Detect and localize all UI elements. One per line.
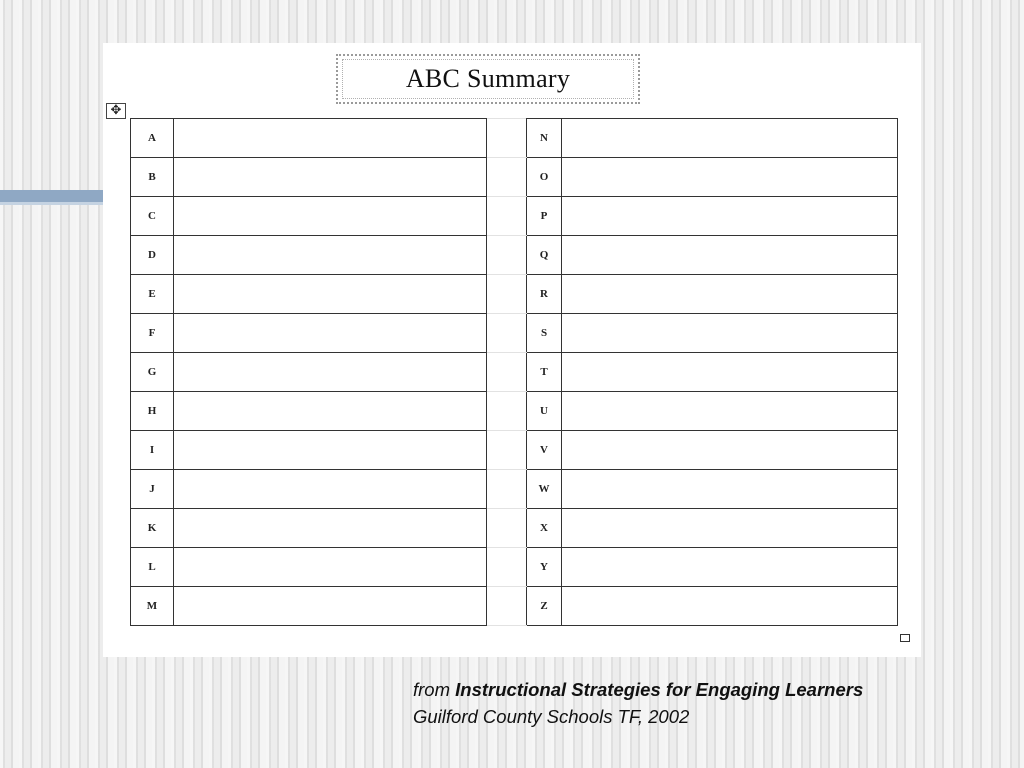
entry-cell[interactable] xyxy=(174,158,487,197)
entry-cell[interactable] xyxy=(562,197,898,236)
table-row xyxy=(131,119,898,158)
letter-cell: B xyxy=(131,158,174,197)
entry-cell[interactable] xyxy=(562,158,898,197)
entry-cell[interactable] xyxy=(562,431,898,470)
letter-cell: F xyxy=(131,314,174,353)
citation-book-title: Instructional Strategies for Engaging Learners xyxy=(455,679,864,700)
column-gap xyxy=(487,470,527,509)
letter-cell: L xyxy=(131,548,174,587)
column-gap xyxy=(487,197,527,236)
column-gap xyxy=(487,509,527,548)
letter-cell: Y xyxy=(527,548,562,587)
worksheet-document xyxy=(103,43,921,657)
letter-cell: U xyxy=(527,392,562,431)
table-row xyxy=(131,314,898,353)
letter-cell: Z xyxy=(527,587,562,626)
column-gap xyxy=(487,431,527,470)
accent-bar xyxy=(0,190,104,202)
entry-cell[interactable] xyxy=(174,236,487,275)
citation-source: Guilford County Schools TF, 2002 xyxy=(413,706,690,727)
column-gap xyxy=(487,314,527,353)
table-move-handle-icon[interactable]: ✥ xyxy=(106,103,126,119)
letter-cell: J xyxy=(131,470,174,509)
column-gap xyxy=(487,392,527,431)
entry-cell[interactable] xyxy=(562,353,898,392)
letter-cell: T xyxy=(527,353,562,392)
table-row xyxy=(131,236,898,275)
worksheet-title: ABC Summary xyxy=(342,59,634,99)
column-gap xyxy=(487,353,527,392)
entry-cell[interactable] xyxy=(174,275,487,314)
letter-cell: O xyxy=(527,158,562,197)
letter-cell: G xyxy=(131,353,174,392)
entry-cell[interactable] xyxy=(174,548,487,587)
table-resize-handle[interactable] xyxy=(900,634,910,642)
table-row xyxy=(131,392,898,431)
table-row xyxy=(131,509,898,548)
entry-cell[interactable] xyxy=(562,314,898,353)
entry-cell[interactable] xyxy=(174,509,487,548)
entry-cell[interactable] xyxy=(562,548,898,587)
letter-cell: E xyxy=(131,275,174,314)
entry-cell[interactable] xyxy=(174,431,487,470)
letter-cell: W xyxy=(527,470,562,509)
entry-cell[interactable] xyxy=(174,119,487,158)
letter-cell: H xyxy=(131,392,174,431)
entry-cell[interactable] xyxy=(562,392,898,431)
column-gap xyxy=(487,275,527,314)
letter-cell: Q xyxy=(527,236,562,275)
letter-cell: K xyxy=(131,509,174,548)
column-gap xyxy=(487,236,527,275)
letter-cell: N xyxy=(527,119,562,158)
table-row xyxy=(131,158,898,197)
citation-line-1 xyxy=(413,676,863,703)
citation-prefix: from xyxy=(413,679,450,700)
table-row xyxy=(131,431,898,470)
letter-cell: M xyxy=(131,587,174,626)
entry-cell[interactable] xyxy=(174,392,487,431)
column-gap xyxy=(487,548,527,587)
column-gap xyxy=(487,587,527,626)
letter-cell: A xyxy=(131,119,174,158)
table-row xyxy=(131,353,898,392)
column-gap xyxy=(487,158,527,197)
letter-cell: D xyxy=(131,236,174,275)
abc-summary-table xyxy=(130,118,898,626)
entry-cell[interactable] xyxy=(562,470,898,509)
entry-cell[interactable] xyxy=(562,119,898,158)
letter-cell: I xyxy=(131,431,174,470)
entry-cell[interactable] xyxy=(562,509,898,548)
entry-cell[interactable] xyxy=(562,275,898,314)
entry-cell[interactable] xyxy=(174,197,487,236)
letter-cell: V xyxy=(527,431,562,470)
entry-cell[interactable] xyxy=(562,587,898,626)
entry-cell[interactable] xyxy=(174,353,487,392)
citation xyxy=(413,676,863,730)
table-row xyxy=(131,470,898,509)
entry-cell[interactable] xyxy=(174,587,487,626)
letter-cell: P xyxy=(527,197,562,236)
entry-cell[interactable] xyxy=(562,236,898,275)
letter-cell: X xyxy=(527,509,562,548)
letter-cell: R xyxy=(527,275,562,314)
letter-cell: C xyxy=(131,197,174,236)
column-gap xyxy=(487,119,527,158)
table-row xyxy=(131,275,898,314)
entry-cell[interactable] xyxy=(174,314,487,353)
entry-cell[interactable] xyxy=(174,470,487,509)
table-row xyxy=(131,587,898,626)
table-row xyxy=(131,548,898,587)
title-frame xyxy=(336,54,640,104)
table-row xyxy=(131,197,898,236)
letter-cell: S xyxy=(527,314,562,353)
